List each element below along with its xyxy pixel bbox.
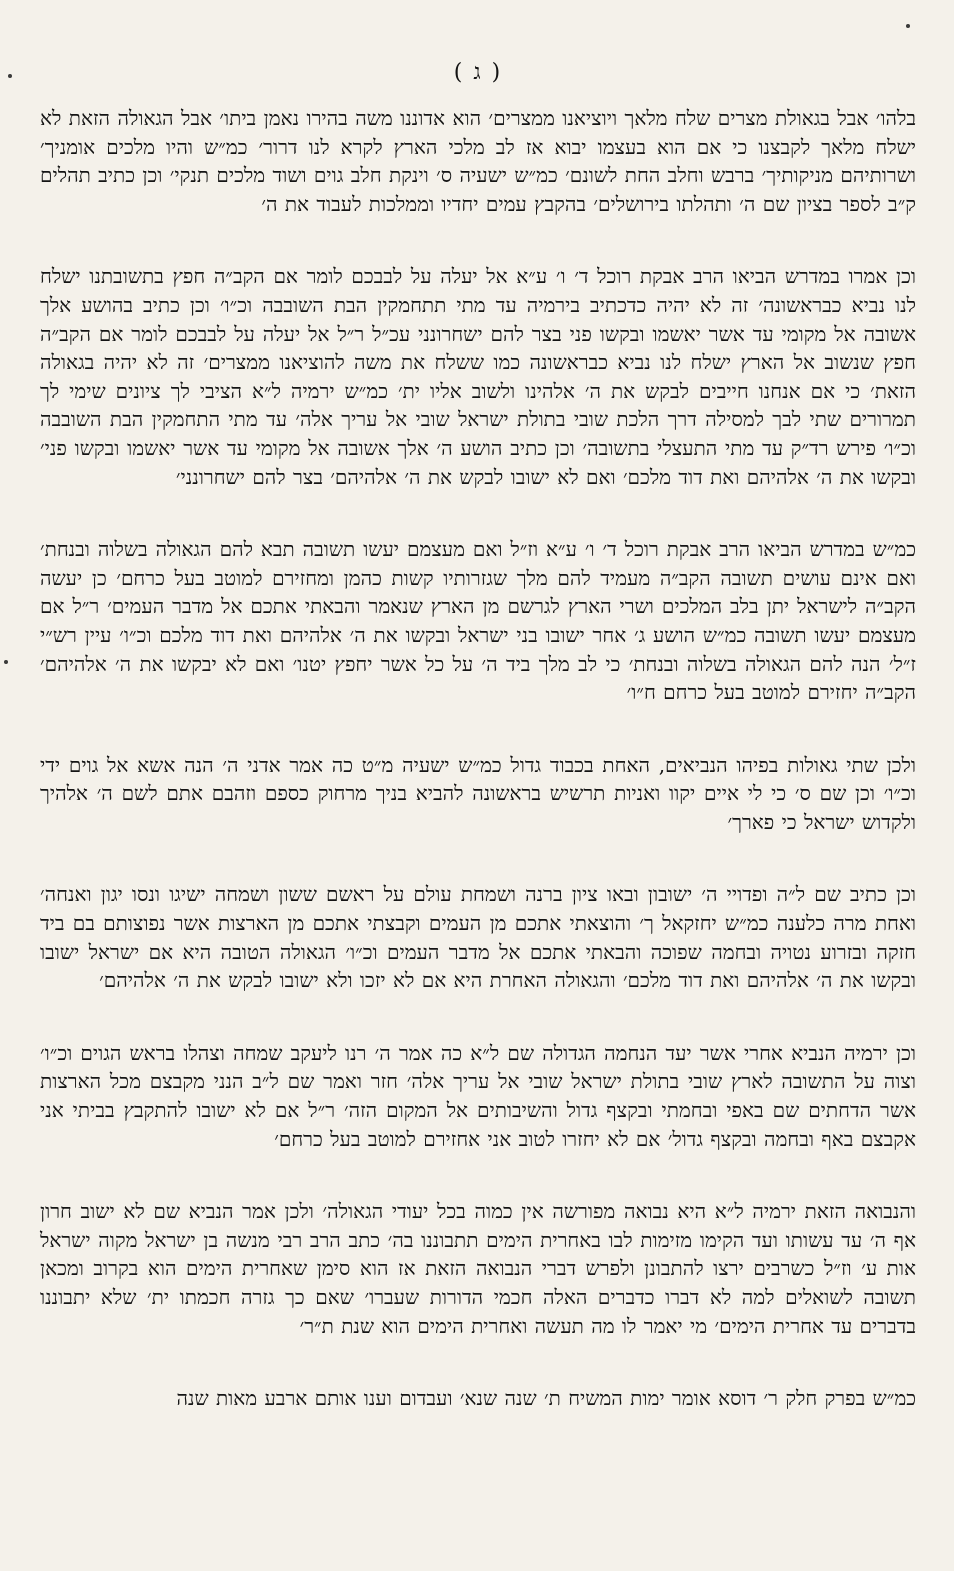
- paragraph-5: וכן כתיב שם ל״ה ופדויי ה׳ ישובון ובאו ציון ברנה ושמחת עולם על ראשם ששון ושמחה ישיגו ונסו יגון ואנחה׳ ואחת מרה כלענה כמ״ש יחזקאל ך׳ והוצאתי אתכם מן העמים וקבצתי אתכם מן הארצות אשר נפוצותם בם ביד חזקה ובזרוע נטויה ובחמה שפוכה והבאתי אתכם אל מדבר העמים וכ״ו׳ הגאולה הטובה היא אם ישראל ישובו ובקשו את ה׳ אלהיהם ואת דוד מלכם׳ והגאולה האחרת היא אם לא יזכו ולא ישובו לבקש את ה׳ אלהיהם׳: [40, 882, 916, 993]
- paragraph-8: כמ״ש בפרק חלק ר׳ דוסא אומר ימות המשיח ת׳ שנה שנא׳ ועבדום וענו אותם ארבע מאות שנה: [176, 1386, 916, 1411]
- paragraph-3: כמ״ש במדרש הביאו הרב אבקת רוכל ד׳ ו׳ ע״א וז״ל ואם מעצמם יעשו תשובה תבא להם הגאולה בשלוה ובנחת׳ ואם אינם עושים תשובה הקב״ה מעמיד להם מלך שגזרותיו קשות כהמן ומחזירם למוטב בעל כרחם׳ כן יעשה הקב״ה לישראל יתן בלב המלכים ושרי הארץ לגרשם מן הארץ שנאמר והבאתי אתכם אל מדבר העמים׳ ר״ל אם מעצמם יעשו תשובה כמ״ש הושע ג׳ אחר ישובו בני ישראל ובקשו את ה׳ אלהיהם ואת דוד מלכם וכ״ו׳ עיין רש״י ז״ל׳ הנה להם הגאולה בשלוה ובנחת׳ כי לב מלך ביד ה׳ על כל אשר יחפץ יטנו׳ ואם לא יבקשו את ה׳ אלהיהם׳ הקב״ה יחזירם למוטב בעל כרחם ח״ו׳: [40, 537, 916, 705]
- body-text: [40, 104, 916, 1413]
- page-number: ( ג ): [453, 60, 503, 85]
- paragraph-2: וכן אמרו במדרש הביאו הרב אבקת רוכל ד׳ ו׳ ע״א אל יעלה על לבבכם לומר אם הקב״ה חפץ בתשובתנו ישלח לנו נביא כבראשונה׳ זה לא יהיה כדכתיב בירמיה עד מתי תתחמקין הבת השובבה וכ״ו׳ וכן כתיב בהושע אלך אשובה אל מקומי עד אשר יאשמו ובקשו פני בצר להם ישחרונני עכ״ל ר״ל אל יעלה על לבבכם לומר אם הקב״ה חפץ שנשוב אל הארץ ישלח לנו נביא כבראשונה כמו ששלח את משה להוציאנו ממצרים׳ זה לא יהיה בגאולה הזאת׳ כי אם אנחנו חייבים לבקש את ה׳ אלהינו ולשוב אליו ית׳ כמ״ש ירמיה ל״א הציבי לך ציונים שימי לך תמרורים שתי לבך למסילה דרך הלכת שובי בתולת ישראל שובי אל עריך אלה׳ עד מתי התחמקין הבת השובבה וכ״ו׳ פירש רד״ק עד מתי התעצלי בתשובה׳ וכן כתיב הושע ה׳ אלך אשובה אל מקומי עד אשר יאשמו ובקשו פני׳ ובקשו את ה׳ אלהיהם ואת דוד מלכם׳ ואם לא ישובו לבקש את ה׳ אלהיהם׳ בצר להם ישחרונני׳: [40, 264, 916, 489]
- paragraph-4: ולכן שתי גאולות בפיהו הנביאים, האחת בכבוד גדול כמ״ש ישעיה מ״ט כה אמר אדני ה׳ הנה אשא אל גוים ידי וכ״ו׳ וכן שם ס׳ כי לי איים יקוו ואניות תרשיש בראשונה להביא בניך מרחוק כספם וזהבם אתם לשם ה׳ אלהיך ולקדוש ישראל כי פארך׳: [40, 752, 916, 834]
- scan-speck: [4, 660, 8, 664]
- paragraph-1: בלהו׳ אבל בגאולת מצרים שלח מלאך ויוציאנו ממצרים׳ הוא אדוננו משה בהירו נאמן ביתו׳ אבל הגאולה הזאת לא ישלח מלאך לקבצנו כי אם הוא בעצמו יבוא אז לב מלכי הארץ לקרא לנו דרור׳ כמ״ש והיו מלכים אומניך׳ ושרותיהם מניקותיך׳ ברבש וחלב החת לשונם׳ כמ״ש ישעיה ס׳ וינקת חלב גוים ושוד מלכים תנקי׳ וכן כתיב תהלים ק״ב לספר בציון שם ה׳ ותהלתו בירושלים׳ בהקבץ עמים יחדיו וממלכות לעבוד את ה׳: [40, 106, 916, 216]
- scan-speck: [906, 24, 910, 28]
- paragraph-7: והנבואה הזאת ירמיה ל״א היא נבואה מפורשה אין כמוה בכל יעודי הגאולה׳ ולכן אמר הנביא שם לא ישוב חרון אף ה׳ עד עשותו ועד הקימו מזימות לבו באחרית הימים תתבוננו בה׳ כתב הרב רבי מנשה בן ישראל מקוה ישראל אות ע׳ וז״ל כשרבים ירצו להתבונן ולפרש דברי הנבואה הזאת אז הוא סימן שאחרית הימים הוא בקרוב ומכאן תשובה לשואלים למה לא דברו כדברים האלה חכמי הדורות שעברו׳ שאם כך גזרה חכמתו ית׳ שלא יתבוננו בדברים עד אחרית הימים׳ מי יאמר לו מה תעשה ואחרית הימים הוא שנת ת״ר׳: [40, 1199, 916, 1338]
- paragraph-6: וכן ירמיה הנביא אחרי אשר יעד הנחמה הגדולה שם ל״א כה אמר ה׳ רנו ליעקב שמחה וצהלו בראש הגוים וכ״ו׳ וצוה על התשובה לארץ שובי בתולת ישראל שובי אל עריך אלה׳ חזר ואמר שם ל״ב הנני מקבצם מכל הארצות אשר הדחתים שם באפי ובחמתי ובקצף גדול והשיבותים אל המקום הזה׳ ר״ל אם לא ישובו להתקבץ בביתי אני אקבצם באף ובחמה ובקצף גדול׳ אם לא יחזרו לטוב אני אחזירם למוטב בעל כרחם׳: [40, 1040, 916, 1151]
- scan-speck: [8, 74, 12, 78]
